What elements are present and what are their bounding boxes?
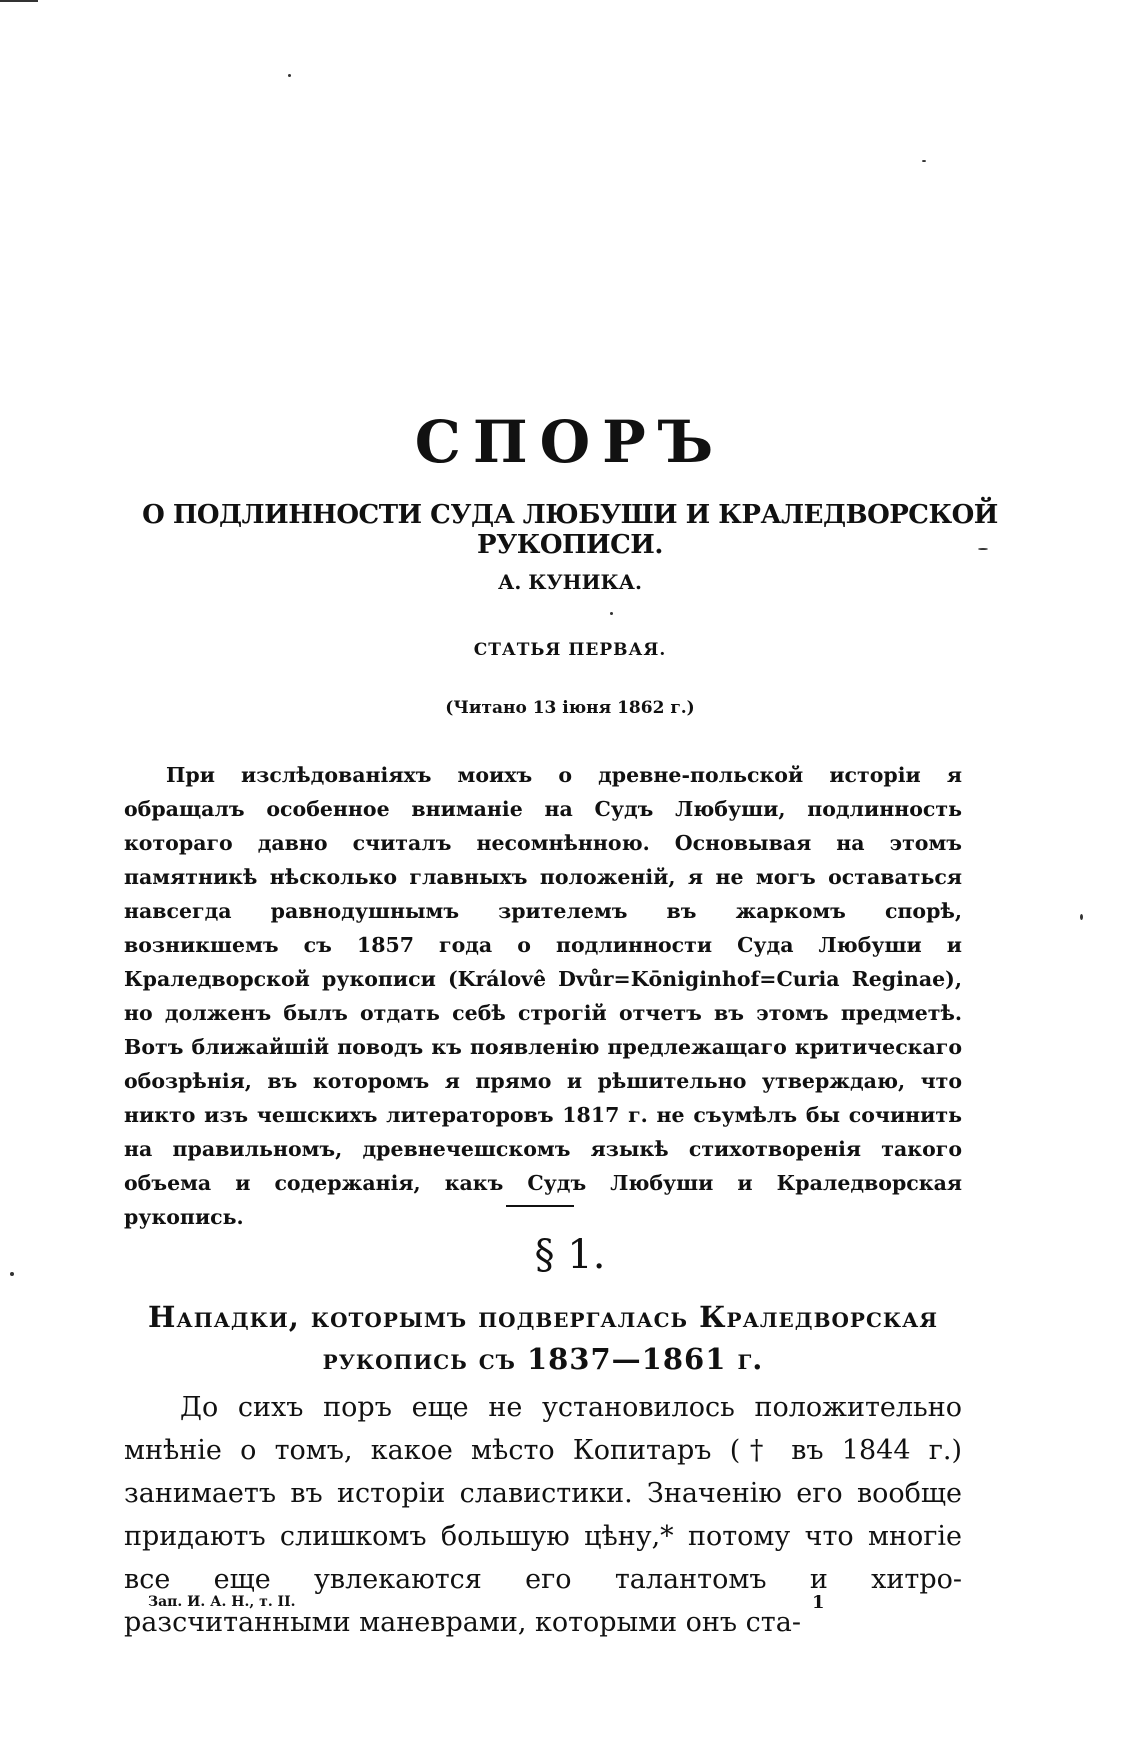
abstract-paragraph: [124, 758, 962, 1234]
scan-speck: [10, 1272, 14, 1276]
scan-speck: [1080, 914, 1083, 920]
page-number: 1: [812, 1592, 825, 1613]
author-name: А. КУНИКА.: [498, 570, 642, 594]
section-mark: § 1.: [534, 1232, 606, 1278]
section-divider: [506, 1205, 574, 1207]
read-date: (Читано 13 іюня 1862 г.): [445, 698, 695, 718]
page-subtitle: О ПОДЛИННОСТИ СУДА ЛЮБУШИ И КРАЛЕДВОРСКОЙ РУКОПИСИ.: [142, 500, 998, 560]
scan-speck: [978, 548, 988, 550]
section-title: [122, 1296, 964, 1380]
scan-speck: [0, 0, 38, 2]
body-text: До сихъ поръ еще не установилось положительно мнѣніе о томъ, какое мѣсто Копитаръ († въ 1844 г.) занимаетъ въ исторіи славистики. Значенію его вообще придаютъ слишкомъ большую цѣну,* потому что многіе все еще увлекаются его талантомъ и хитро-разсчитанными маневрами, которыми онъ ста-: [124, 1392, 962, 1638]
article-label: СТАТЬЯ ПЕРВАЯ.: [473, 640, 667, 660]
page-title: СПОРЪ: [414, 408, 726, 476]
scan-speck: [610, 612, 613, 615]
abstract-text: При изслѣдованіяхъ моихъ о древне-польской исторіи я обращалъ особенное вниманіе на Судъ Любуши, подлинность котораго давно считалъ несомнѣнною. Основывая на этомъ памятникѣ нѣсколько главныхъ положеній, я не могъ оставаться навсегда равнодушнымъ зрителемъ въ жаркомъ спорѣ, возникшемъ съ 1857 года о подлинности Суда Любуши и Краледворской рукописи (Královê Dvůr=Kōniginhof=Curia Reginae), но долженъ былъ отдать себѣ строгій отчетъ въ этомъ предметѣ. Вотъ ближайшій поводъ къ появленію предлежащаго критическаго обозрѣнія, въ которомъ я прямо и рѣшительно утверждаю, что никто изъ чешскихъ литераторовъ 1817 г. не съумѣлъ бы сочинить на правильномъ, древнечешскомъ языкѣ стихотворенія такого объема и содержанія, какъ Судъ Любуши и Краледворская рукопись.: [124, 763, 962, 1229]
footer-signature: Зап. И. А. Н., т. II.: [148, 1594, 296, 1610]
scan-speck: [922, 160, 926, 162]
section-title-text: Нападки, которымъ подвергалась Краледворская рукопись съ 1837—1861 г.: [148, 1300, 938, 1376]
scan-speck: [288, 74, 291, 77]
